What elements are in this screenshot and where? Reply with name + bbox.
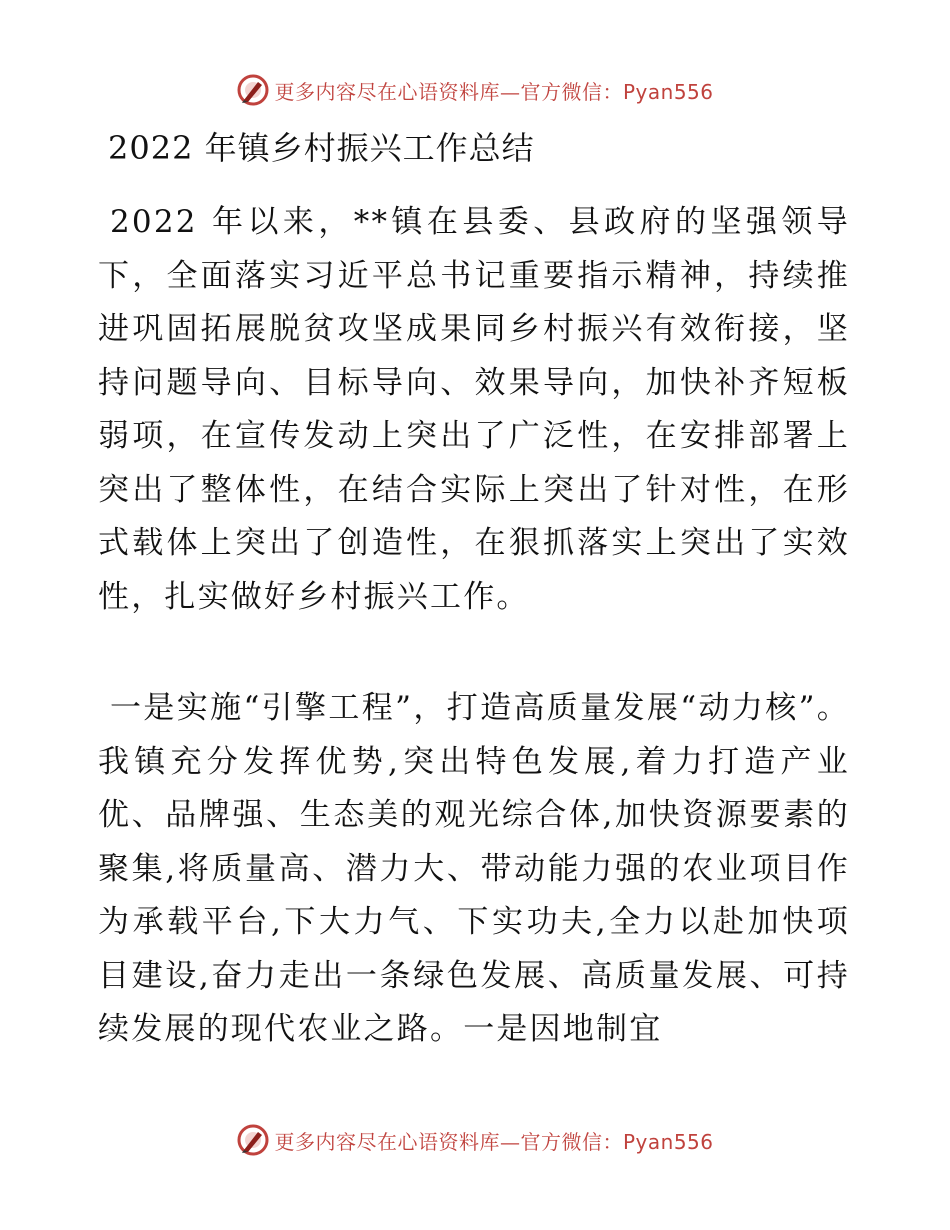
body-paragraph: 2022 年以来，**镇在县委、县政府的坚强领导下，全面落实习近平总书记重要指示精神，持续推进巩固拓展脱贫攻坚成果同乡村振兴有效衔接，坚持问题导向、目标导向、效果导向，加快补齐短板弱项，在宣传发动上突出了广泛性，在安排部署上突出了整体性，在结合实际上突出了针对性，在形式载体上突出了创造性，在狠抓落实上突出了实效性，扎实做好乡村振兴工作。 — [98, 204, 850, 615]
watermark-wechat-id: Pyan556 — [622, 79, 714, 104]
pen-circle-logo-icon — [236, 1123, 270, 1157]
watermark-text — [274, 1126, 713, 1155]
body-paragraph: 一是实施“引擎工程”，打造高质量发展“动力核”。我镇充分发挥优势,突出特色发展,着力打造产业优、品牌强、生态美的观光综合体,加快资源要素的聚集,将质量高、潜力大、带动能力强的农业项目作为承载平台,下大力气、下实功夫,全力以赴加快项目建设,奋力走出一条绿色发展、高质量发展、可持续发展的现代农业之路。一是因地制宜 — [98, 690, 850, 1047]
watermark-brand: 更多内容尽在心语资料库 — [274, 1129, 500, 1154]
watermark-dash: — — [499, 1129, 521, 1154]
watermark-dash: — — [499, 79, 521, 104]
watermark-label: 官方微信： — [520, 1129, 623, 1154]
document-title: 2022 年镇乡村振兴工作总结 — [108, 129, 535, 167]
header-watermark — [0, 70, 950, 110]
watermark-text — [274, 76, 713, 105]
watermark-brand: 更多内容尽在心语资料库 — [274, 79, 500, 104]
footer-watermark — [0, 1120, 950, 1160]
watermark-wechat-id: Pyan556 — [622, 1129, 714, 1154]
watermark-label: 官方微信： — [520, 79, 623, 104]
pen-circle-logo-icon — [236, 73, 270, 107]
